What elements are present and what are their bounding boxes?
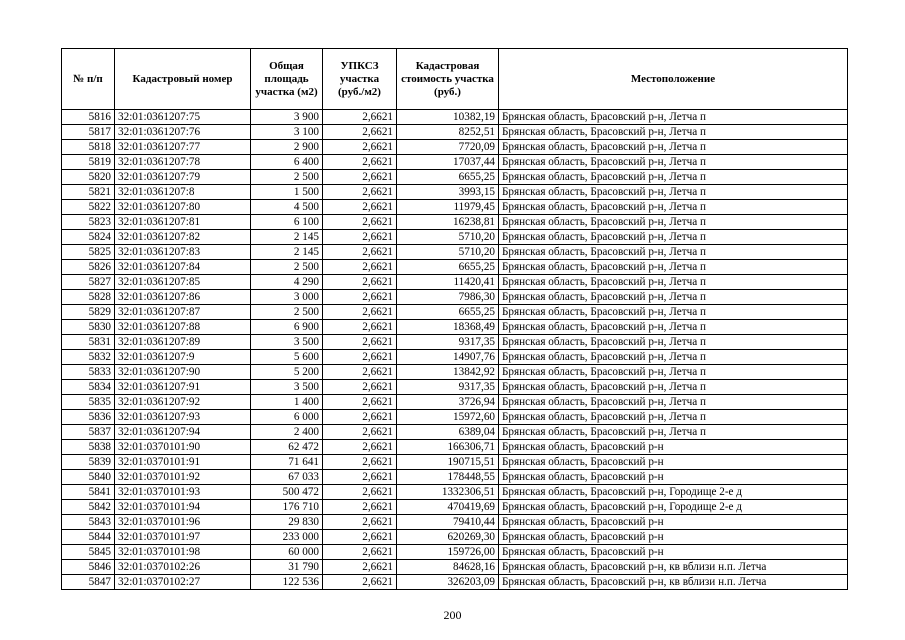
value-cell: 11420,41 bbox=[397, 275, 499, 290]
value-cell: 470419,69 bbox=[397, 500, 499, 515]
value-cell: 18368,49 bbox=[397, 320, 499, 335]
value-cell: 11979,45 bbox=[397, 200, 499, 215]
upksz-cell: 2,6621 bbox=[323, 500, 397, 515]
header-location: Местоположение bbox=[499, 49, 848, 110]
cadastral-number-cell: 32:01:0361207:75 bbox=[115, 110, 251, 125]
area-cell: 62 472 bbox=[251, 440, 323, 455]
row-number-cell: 5834 bbox=[62, 380, 115, 395]
cadastral-number-cell: 32:01:0370101:92 bbox=[115, 470, 251, 485]
table-row bbox=[62, 365, 848, 380]
header-cadastral-number: Кадастровый номер bbox=[115, 49, 251, 110]
cadastral-number-cell: 32:01:0370101:97 bbox=[115, 530, 251, 545]
table-row bbox=[62, 485, 848, 500]
upksz-cell: 2,6621 bbox=[323, 305, 397, 320]
location-cell: Брянская область, Брасовский р-н, Летча п bbox=[499, 140, 848, 155]
header-upksz: УПКСЗ участка (руб./м2) bbox=[323, 49, 397, 110]
cadastral-number-cell: 32:01:0361207:81 bbox=[115, 215, 251, 230]
table-row bbox=[62, 260, 848, 275]
location-cell: Брянская область, Брасовский р-н, Летча п bbox=[499, 260, 848, 275]
row-number-cell: 5835 bbox=[62, 395, 115, 410]
cadastral-number-cell: 32:01:0361207:92 bbox=[115, 395, 251, 410]
upksz-cell: 2,6621 bbox=[323, 410, 397, 425]
row-number-cell: 5844 bbox=[62, 530, 115, 545]
value-cell: 7986,30 bbox=[397, 290, 499, 305]
area-cell: 60 000 bbox=[251, 545, 323, 560]
row-number-cell: 5836 bbox=[62, 410, 115, 425]
value-cell: 84628,16 bbox=[397, 560, 499, 575]
value-cell: 15972,60 bbox=[397, 410, 499, 425]
area-cell: 5 600 bbox=[251, 350, 323, 365]
upksz-cell: 2,6621 bbox=[323, 335, 397, 350]
value-cell: 6655,25 bbox=[397, 260, 499, 275]
upksz-cell: 2,6621 bbox=[323, 560, 397, 575]
value-cell: 3726,94 bbox=[397, 395, 499, 410]
value-cell: 9317,35 bbox=[397, 380, 499, 395]
location-cell: Брянская область, Брасовский р-н, Городище 2-е д bbox=[499, 485, 848, 500]
row-number-cell: 5838 bbox=[62, 440, 115, 455]
row-number-cell: 5820 bbox=[62, 170, 115, 185]
upksz-cell: 2,6621 bbox=[323, 170, 397, 185]
row-number-cell: 5823 bbox=[62, 215, 115, 230]
table-row bbox=[62, 440, 848, 455]
table-row bbox=[62, 515, 848, 530]
area-cell: 233 000 bbox=[251, 530, 323, 545]
upksz-cell: 2,6621 bbox=[323, 395, 397, 410]
row-number-cell: 5822 bbox=[62, 200, 115, 215]
area-cell: 31 790 bbox=[251, 560, 323, 575]
value-cell: 6655,25 bbox=[397, 305, 499, 320]
upksz-cell: 2,6621 bbox=[323, 290, 397, 305]
location-cell: Брянская область, Брасовский р-н bbox=[499, 470, 848, 485]
table-row bbox=[62, 320, 848, 335]
row-number-cell: 5828 bbox=[62, 290, 115, 305]
area-cell: 6 900 bbox=[251, 320, 323, 335]
table-row bbox=[62, 455, 848, 470]
cadastral-number-cell: 32:01:0361207:85 bbox=[115, 275, 251, 290]
upksz-cell: 2,6621 bbox=[323, 530, 397, 545]
table-row bbox=[62, 275, 848, 290]
location-cell: Брянская область, Брасовский р-н, Летча п bbox=[499, 110, 848, 125]
value-cell: 13842,92 bbox=[397, 365, 499, 380]
upksz-cell: 2,6621 bbox=[323, 545, 397, 560]
row-number-cell: 5845 bbox=[62, 545, 115, 560]
table-body bbox=[62, 110, 848, 590]
area-cell: 6 100 bbox=[251, 215, 323, 230]
row-number-cell: 5831 bbox=[62, 335, 115, 350]
area-cell: 3 900 bbox=[251, 110, 323, 125]
upksz-cell: 2,6621 bbox=[323, 200, 397, 215]
cadastral-number-cell: 32:01:0370101:90 bbox=[115, 440, 251, 455]
location-cell: Брянская область, Брасовский р-н bbox=[499, 440, 848, 455]
location-cell: Брянская область, Брасовский р-н, Летча п bbox=[499, 425, 848, 440]
area-cell: 3 500 bbox=[251, 380, 323, 395]
value-cell: 8252,51 bbox=[397, 125, 499, 140]
area-cell: 2 400 bbox=[251, 425, 323, 440]
area-cell: 2 500 bbox=[251, 170, 323, 185]
upksz-cell: 2,6621 bbox=[323, 320, 397, 335]
cadastral-table bbox=[61, 48, 848, 590]
table-row bbox=[62, 155, 848, 170]
upksz-cell: 2,6621 bbox=[323, 110, 397, 125]
table-row bbox=[62, 395, 848, 410]
location-cell: Брянская область, Брасовский р-н, Летча п bbox=[499, 185, 848, 200]
row-number-cell: 5832 bbox=[62, 350, 115, 365]
row-number-cell: 5839 bbox=[62, 455, 115, 470]
location-cell: Брянская область, Брасовский р-н, Летча п bbox=[499, 365, 848, 380]
location-cell: Брянская область, Брасовский р-н bbox=[499, 515, 848, 530]
cadastral-number-cell: 32:01:0361207:83 bbox=[115, 245, 251, 260]
table-row bbox=[62, 170, 848, 185]
cadastral-number-cell: 32:01:0361207:8 bbox=[115, 185, 251, 200]
area-cell: 2 145 bbox=[251, 230, 323, 245]
row-number-cell: 5842 bbox=[62, 500, 115, 515]
table-row bbox=[62, 215, 848, 230]
cadastral-number-cell: 32:01:0370102:27 bbox=[115, 575, 251, 590]
table-row bbox=[62, 335, 848, 350]
location-cell: Брянская область, Брасовский р-н, Летча п bbox=[499, 320, 848, 335]
table-row bbox=[62, 350, 848, 365]
area-cell: 4 500 bbox=[251, 200, 323, 215]
location-cell: Брянская область, Брасовский р-н bbox=[499, 545, 848, 560]
upksz-cell: 2,6621 bbox=[323, 380, 397, 395]
value-cell: 14907,76 bbox=[397, 350, 499, 365]
cadastral-number-cell: 32:01:0361207:82 bbox=[115, 230, 251, 245]
location-cell: Брянская область, Брасовский р-н, Летча п bbox=[499, 125, 848, 140]
location-cell: Брянская область, Брасовский р-н, Летча п bbox=[499, 395, 848, 410]
location-cell: Брянская область, Брасовский р-н bbox=[499, 530, 848, 545]
upksz-cell: 2,6621 bbox=[323, 470, 397, 485]
value-cell: 159726,00 bbox=[397, 545, 499, 560]
cadastral-number-cell: 32:01:0361207:89 bbox=[115, 335, 251, 350]
table-row bbox=[62, 305, 848, 320]
table-row bbox=[62, 230, 848, 245]
area-cell: 3 500 bbox=[251, 335, 323, 350]
value-cell: 9317,35 bbox=[397, 335, 499, 350]
area-cell: 1 400 bbox=[251, 395, 323, 410]
table-row bbox=[62, 110, 848, 125]
table-row bbox=[62, 125, 848, 140]
table-row bbox=[62, 290, 848, 305]
cadastral-number-cell: 32:01:0370101:94 bbox=[115, 500, 251, 515]
value-cell: 79410,44 bbox=[397, 515, 499, 530]
cadastral-number-cell: 32:01:0361207:76 bbox=[115, 125, 251, 140]
row-number-cell: 5816 bbox=[62, 110, 115, 125]
value-cell: 5710,20 bbox=[397, 230, 499, 245]
cadastral-number-cell: 32:01:0361207:78 bbox=[115, 155, 251, 170]
location-cell: Брянская область, Брасовский р-н, Летча п bbox=[499, 200, 848, 215]
upksz-cell: 2,6621 bbox=[323, 155, 397, 170]
page-number: 200 bbox=[443, 608, 462, 622]
value-cell: 7720,09 bbox=[397, 140, 499, 155]
row-number-cell: 5840 bbox=[62, 470, 115, 485]
table-row bbox=[62, 200, 848, 215]
area-cell: 2 500 bbox=[251, 260, 323, 275]
location-cell: Брянская область, Брасовский р-н, Летча п bbox=[499, 245, 848, 260]
upksz-cell: 2,6621 bbox=[323, 260, 397, 275]
cadastral-number-cell: 32:01:0370101:91 bbox=[115, 455, 251, 470]
location-cell: Брянская область, Брасовский р-н, кв вблизи н.п. Летча bbox=[499, 575, 848, 590]
location-cell: Брянская область, Брасовский р-н, Городище 2-е д bbox=[499, 500, 848, 515]
table-row bbox=[62, 410, 848, 425]
area-cell: 2 145 bbox=[251, 245, 323, 260]
upksz-cell: 2,6621 bbox=[323, 230, 397, 245]
upksz-cell: 2,6621 bbox=[323, 350, 397, 365]
row-number-cell: 5821 bbox=[62, 185, 115, 200]
table-row bbox=[62, 530, 848, 545]
cadastral-number-cell: 32:01:0361207:79 bbox=[115, 170, 251, 185]
row-number-cell: 5818 bbox=[62, 140, 115, 155]
value-cell: 5710,20 bbox=[397, 245, 499, 260]
area-cell: 6 000 bbox=[251, 410, 323, 425]
area-cell: 122 536 bbox=[251, 575, 323, 590]
value-cell: 6389,04 bbox=[397, 425, 499, 440]
table-row bbox=[62, 575, 848, 590]
row-number-cell: 5846 bbox=[62, 560, 115, 575]
upksz-cell: 2,6621 bbox=[323, 425, 397, 440]
row-number-cell: 5837 bbox=[62, 425, 115, 440]
upksz-cell: 2,6621 bbox=[323, 515, 397, 530]
area-cell: 29 830 bbox=[251, 515, 323, 530]
cadastral-number-cell: 32:01:0370101:96 bbox=[115, 515, 251, 530]
location-cell: Брянская область, Брасовский р-н, Летча п bbox=[499, 215, 848, 230]
location-cell: Брянская область, Брасовский р-н, Летча п bbox=[499, 275, 848, 290]
row-number-cell: 5817 bbox=[62, 125, 115, 140]
cadastral-number-cell: 32:01:0361207:84 bbox=[115, 260, 251, 275]
location-cell: Брянская область, Брасовский р-н, Летча п bbox=[499, 170, 848, 185]
row-number-cell: 5843 bbox=[62, 515, 115, 530]
value-cell: 620269,30 bbox=[397, 530, 499, 545]
cadastral-number-cell: 32:01:0361207:86 bbox=[115, 290, 251, 305]
cadastral-number-cell: 32:01:0361207:91 bbox=[115, 380, 251, 395]
table-row bbox=[62, 425, 848, 440]
area-cell: 2 500 bbox=[251, 305, 323, 320]
table-row bbox=[62, 560, 848, 575]
upksz-cell: 2,6621 bbox=[323, 365, 397, 380]
row-number-cell: 5829 bbox=[62, 305, 115, 320]
location-cell: Брянская область, Брасовский р-н, Летча п bbox=[499, 305, 848, 320]
value-cell: 166306,71 bbox=[397, 440, 499, 455]
area-cell: 500 472 bbox=[251, 485, 323, 500]
area-cell: 2 900 bbox=[251, 140, 323, 155]
value-cell: 190715,51 bbox=[397, 455, 499, 470]
cadastral-number-cell: 32:01:0361207:9 bbox=[115, 350, 251, 365]
cadastral-number-cell: 32:01:0361207:93 bbox=[115, 410, 251, 425]
location-cell: Брянская область, Брасовский р-н, Летча п bbox=[499, 230, 848, 245]
location-cell: Брянская область, Брасовский р-н, Летча п bbox=[499, 155, 848, 170]
cadastral-number-cell: 32:01:0361207:77 bbox=[115, 140, 251, 155]
value-cell: 17037,44 bbox=[397, 155, 499, 170]
row-number-cell: 5827 bbox=[62, 275, 115, 290]
cadastral-number-cell: 32:01:0361207:88 bbox=[115, 320, 251, 335]
row-number-cell: 5833 bbox=[62, 365, 115, 380]
row-number-cell: 5826 bbox=[62, 260, 115, 275]
table-row bbox=[62, 245, 848, 260]
cadastral-number-cell: 32:01:0361207:94 bbox=[115, 425, 251, 440]
header-row-number: № п/п bbox=[62, 49, 115, 110]
upksz-cell: 2,6621 bbox=[323, 245, 397, 260]
value-cell: 178448,55 bbox=[397, 470, 499, 485]
location-cell: Брянская область, Брасовский р-н, Летча п bbox=[499, 350, 848, 365]
upksz-cell: 2,6621 bbox=[323, 575, 397, 590]
table-row bbox=[62, 470, 848, 485]
area-cell: 3 100 bbox=[251, 125, 323, 140]
table-row bbox=[62, 545, 848, 560]
upksz-cell: 2,6621 bbox=[323, 485, 397, 500]
area-cell: 3 000 bbox=[251, 290, 323, 305]
row-number-cell: 5841 bbox=[62, 485, 115, 500]
header-area: Общая площадь участка (м2) bbox=[251, 49, 323, 110]
value-cell: 16238,81 bbox=[397, 215, 499, 230]
upksz-cell: 2,6621 bbox=[323, 440, 397, 455]
location-cell: Брянская область, Брасовский р-н, Летча п bbox=[499, 380, 848, 395]
table-header-row bbox=[62, 49, 848, 110]
header-cadastral-value: Кадастровая стоимость участка (руб.) bbox=[397, 49, 499, 110]
upksz-cell: 2,6621 bbox=[323, 185, 397, 200]
value-cell: 1332306,51 bbox=[397, 485, 499, 500]
value-cell: 10382,19 bbox=[397, 110, 499, 125]
area-cell: 4 290 bbox=[251, 275, 323, 290]
upksz-cell: 2,6621 bbox=[323, 215, 397, 230]
table-row bbox=[62, 380, 848, 395]
cadastral-number-cell: 32:01:0370101:98 bbox=[115, 545, 251, 560]
location-cell: Брянская область, Брасовский р-н, кв вблизи н.п. Летча bbox=[499, 560, 848, 575]
row-number-cell: 5819 bbox=[62, 155, 115, 170]
row-number-cell: 5847 bbox=[62, 575, 115, 590]
cadastral-number-cell: 32:01:0370102:26 bbox=[115, 560, 251, 575]
cadastral-number-cell: 32:01:0361207:80 bbox=[115, 200, 251, 215]
area-cell: 71 641 bbox=[251, 455, 323, 470]
location-cell: Брянская область, Брасовский р-н, Летча п bbox=[499, 335, 848, 350]
table-row bbox=[62, 140, 848, 155]
area-cell: 176 710 bbox=[251, 500, 323, 515]
area-cell: 6 400 bbox=[251, 155, 323, 170]
upksz-cell: 2,6621 bbox=[323, 455, 397, 470]
row-number-cell: 5830 bbox=[62, 320, 115, 335]
area-cell: 5 200 bbox=[251, 365, 323, 380]
location-cell: Брянская область, Брасовский р-н, Летча п bbox=[499, 290, 848, 305]
value-cell: 326203,09 bbox=[397, 575, 499, 590]
value-cell: 3993,15 bbox=[397, 185, 499, 200]
table-row bbox=[62, 185, 848, 200]
upksz-cell: 2,6621 bbox=[323, 140, 397, 155]
cadastral-number-cell: 32:01:0361207:87 bbox=[115, 305, 251, 320]
row-number-cell: 5825 bbox=[62, 245, 115, 260]
upksz-cell: 2,6621 bbox=[323, 125, 397, 140]
area-cell: 1 500 bbox=[251, 185, 323, 200]
row-number-cell: 5824 bbox=[62, 230, 115, 245]
cadastral-number-cell: 32:01:0370101:93 bbox=[115, 485, 251, 500]
location-cell: Брянская область, Брасовский р-н, Летча п bbox=[499, 410, 848, 425]
cadastral-number-cell: 32:01:0361207:90 bbox=[115, 365, 251, 380]
table-row bbox=[62, 500, 848, 515]
upksz-cell: 2,6621 bbox=[323, 275, 397, 290]
location-cell: Брянская область, Брасовский р-н bbox=[499, 455, 848, 470]
area-cell: 67 033 bbox=[251, 470, 323, 485]
value-cell: 6655,25 bbox=[397, 170, 499, 185]
